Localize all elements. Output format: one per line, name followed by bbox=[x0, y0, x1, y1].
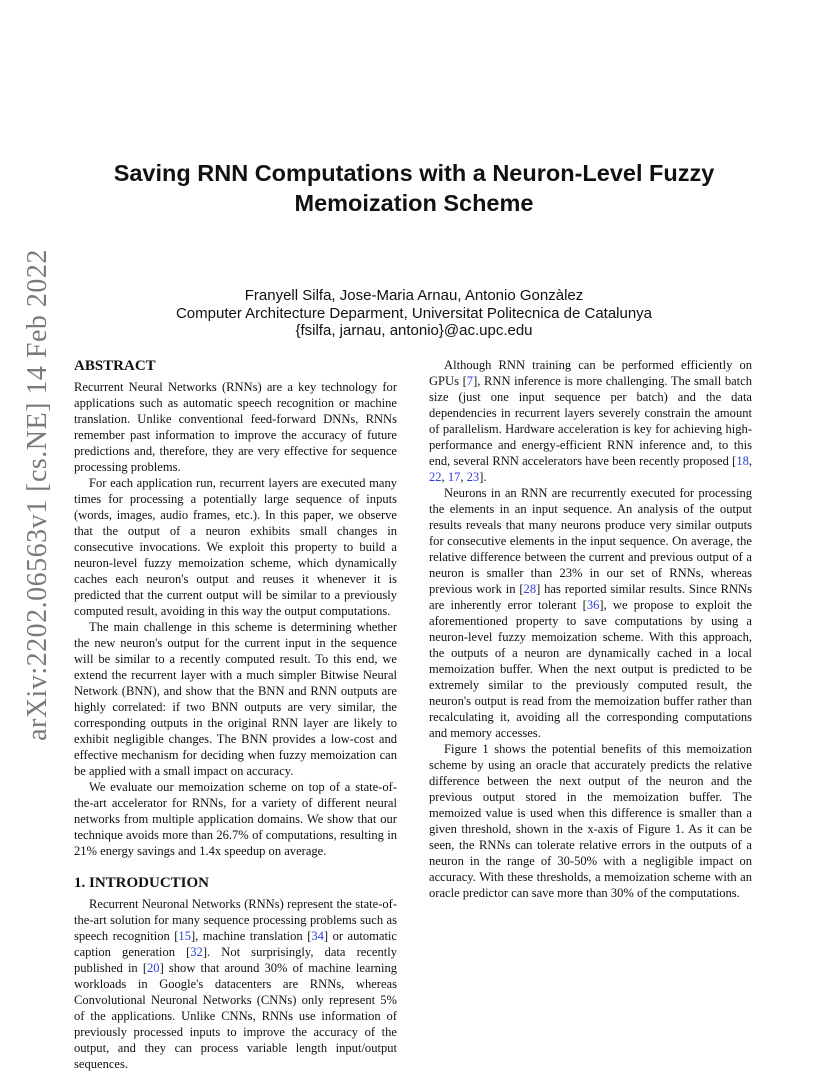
citation-link[interactable]: 15 bbox=[178, 929, 191, 943]
introduction-heading: 1. INTRODUCTION bbox=[74, 875, 210, 891]
intro-paragraph-4: Figure 1 shows the potential benefits of this memoization scheme by using an oracle that accurately predicts the relative difference between the next output of the neuron and the previous output stored in the memoization buffer. The memoized value is used when this difference is smaller than a given threshold, shown in the x-axis of Figure 1. As it can be seen, the RNNs can tolerate relative errors in the outputs of a neuron in the range of 30-50% with a negligible impact on accuracy. With these thresholds, a memoization scheme with an oracle predictor can save more than 30% of the computations. bbox=[429, 742, 752, 900]
citation-link[interactable]: 34 bbox=[311, 929, 324, 943]
citation-link[interactable]: 36 bbox=[586, 598, 600, 612]
abstract-heading: ABSTRACT bbox=[74, 358, 156, 374]
author-affiliation: Computer Architecture Deparment, Universitat Politecnica de Catalunya bbox=[175, 304, 653, 322]
abstract-paragraph-1: Recurrent Neural Networks (RNNs) are a key technology for applications such as automatic speech recognition or machine translation. Unlike conventional feed-forward DNNs, RNNs remember past information to improve the accuracy of future predictions and, therefore, they are very effective for sequence processing problems. bbox=[74, 380, 397, 474]
author-names: Franyell Silfa, Jose-Maria Arnau, Antonio Gonzàlez bbox=[244, 287, 584, 304]
intro-paragraph-3: Neurons in an RNN are recurrently executed for processing the elements in an input sequence. An analysis of the output results reveals that many neurons produce very similar outputs for consecutive elements in the input sequence. On average, the relative difference between the current and previous output of a neuron is smaller than 23% in our set of RNNs, whereas previous work in [28] has reported similar results. Since RNNs are inherently error tolerant [36], we propose to exploit the aforementioned property to save computations by using a neuron-level fuzzy memoization scheme. With this approach, the outputs of a neuron are dynamically cached in a local memoization buffer. When the next output is predicted to be extremely similar to the previously computed result, the neuron's output is read from the memoization buffer rather than recalculating it, avoiding all the corresponding computations and memory accesses. bbox=[429, 486, 753, 740]
left-column bbox=[74, 357, 397, 1072]
abstract-paragraph-2: For each application run, recurrent layers are executed many times for processing a potentially large sequence of inputs (words, images, audio frames, etc.). In this paper, we observe that the output of a neuron exhibits small changes in consecutive invocations. We exploit this property to build a neuron-level fuzzy memoization scheme, which dynamically caches each neuron's output and reuses it whenever it is predicted that the current output will be similar to a previously computed result, avoiding in this way the output computations. bbox=[74, 476, 397, 618]
citation-link[interactable]: 28 bbox=[523, 582, 537, 596]
citation-link[interactable]: 17 bbox=[447, 470, 461, 484]
paper-title: Saving RNN Computations with a Neuron-Level Fuzzy Memoization Scheme bbox=[113, 160, 715, 216]
right-column bbox=[429, 357, 752, 901]
citation-link[interactable]: 7 bbox=[466, 374, 474, 388]
citation-link[interactable]: 18 bbox=[736, 454, 749, 468]
author-block bbox=[74, 287, 754, 340]
arxiv-identifier-text: arXiv:2202.06563v1 [cs.NE] 14 Feb 2022 bbox=[22, 249, 54, 741]
citation-link[interactable]: 32 bbox=[190, 945, 203, 959]
author-emails: {fsilfa, jarnau, antonio}@ac.upc.edu bbox=[295, 322, 533, 339]
arxiv-identifier-stamp bbox=[18, 249, 58, 741]
intro-paragraph-2: Although RNN training can be performed efficiently on GPUs [7], RNN inference is more challenging. The small batch size (just one input sequence per batch) and the data dependencies in recurrent layers severely constrain the amount of parallelism. Hardware acceleration is key for achieving high-performance and energy-efficient RNN inference and, to this end, several RNN accelerators have been recently proposed [18, 22, 17, 23]. bbox=[429, 358, 752, 484]
citation-link[interactable]: 22 bbox=[429, 470, 442, 484]
citation-link[interactable]: 20 bbox=[147, 961, 160, 975]
abstract-paragraph-3: The main challenge in this scheme is determining whether the new neuron's output for the current input in the sequence will be similar to a recently computed result. To this end, we extend the recurrent layer with a much simpler Bitwise Neural Network (BNN), and show that the BNN and RNN outputs are highly correlated: if two BNN outputs are very similar, the corresponding outputs in the original RNN layer are likely to exhibit negligible changes. The BNN provides a low-cost and effective mechanism for deciding when fuzzy memoization can be applied with a small impact on accuracy. bbox=[74, 620, 397, 778]
abstract-paragraph-4: We evaluate our memoization scheme on top of a state-of-the-art accelerator for RNNs, for a variety of different neural networks from multiple application domains. We show that our technique avoids more than 26.7% of computations, resulting in 21% energy savings and 1.4x speedup on average. bbox=[74, 780, 397, 858]
intro-paragraph-1-continued: ] show that around 30% of machine learning workloads in Google's datacenters are RNNs, whereas Convolutional Neuronal Networks (CNNs) only represent 5% of the applications. Unlike CNNs, RNNs use information of previously processed inputs to improve the accuracy of the output, and they can process variable length input/output sequences. bbox=[74, 961, 397, 1071]
intro-paragraph-1: Recurrent Neuronal Networks (RNNs) represent the state-of-the-art solution for many sequence processing problems such as speech recognition [15], machine translation [34] or automatic caption generation [32]. Not surprisingly, data recently published in [20] show that around 30% of machine learning workloads in Google's datacenters are RNNs, whereas Convolutional Neuronal Networks (CNNs) only represent 5% of the applications. Unlike CNNs, RNNs use information of previously processed inputs to improve the accuracy of the output, and they can process variable length input/output sequences. bbox=[74, 897, 397, 1071]
citation-link[interactable]: 23 bbox=[466, 470, 480, 484]
